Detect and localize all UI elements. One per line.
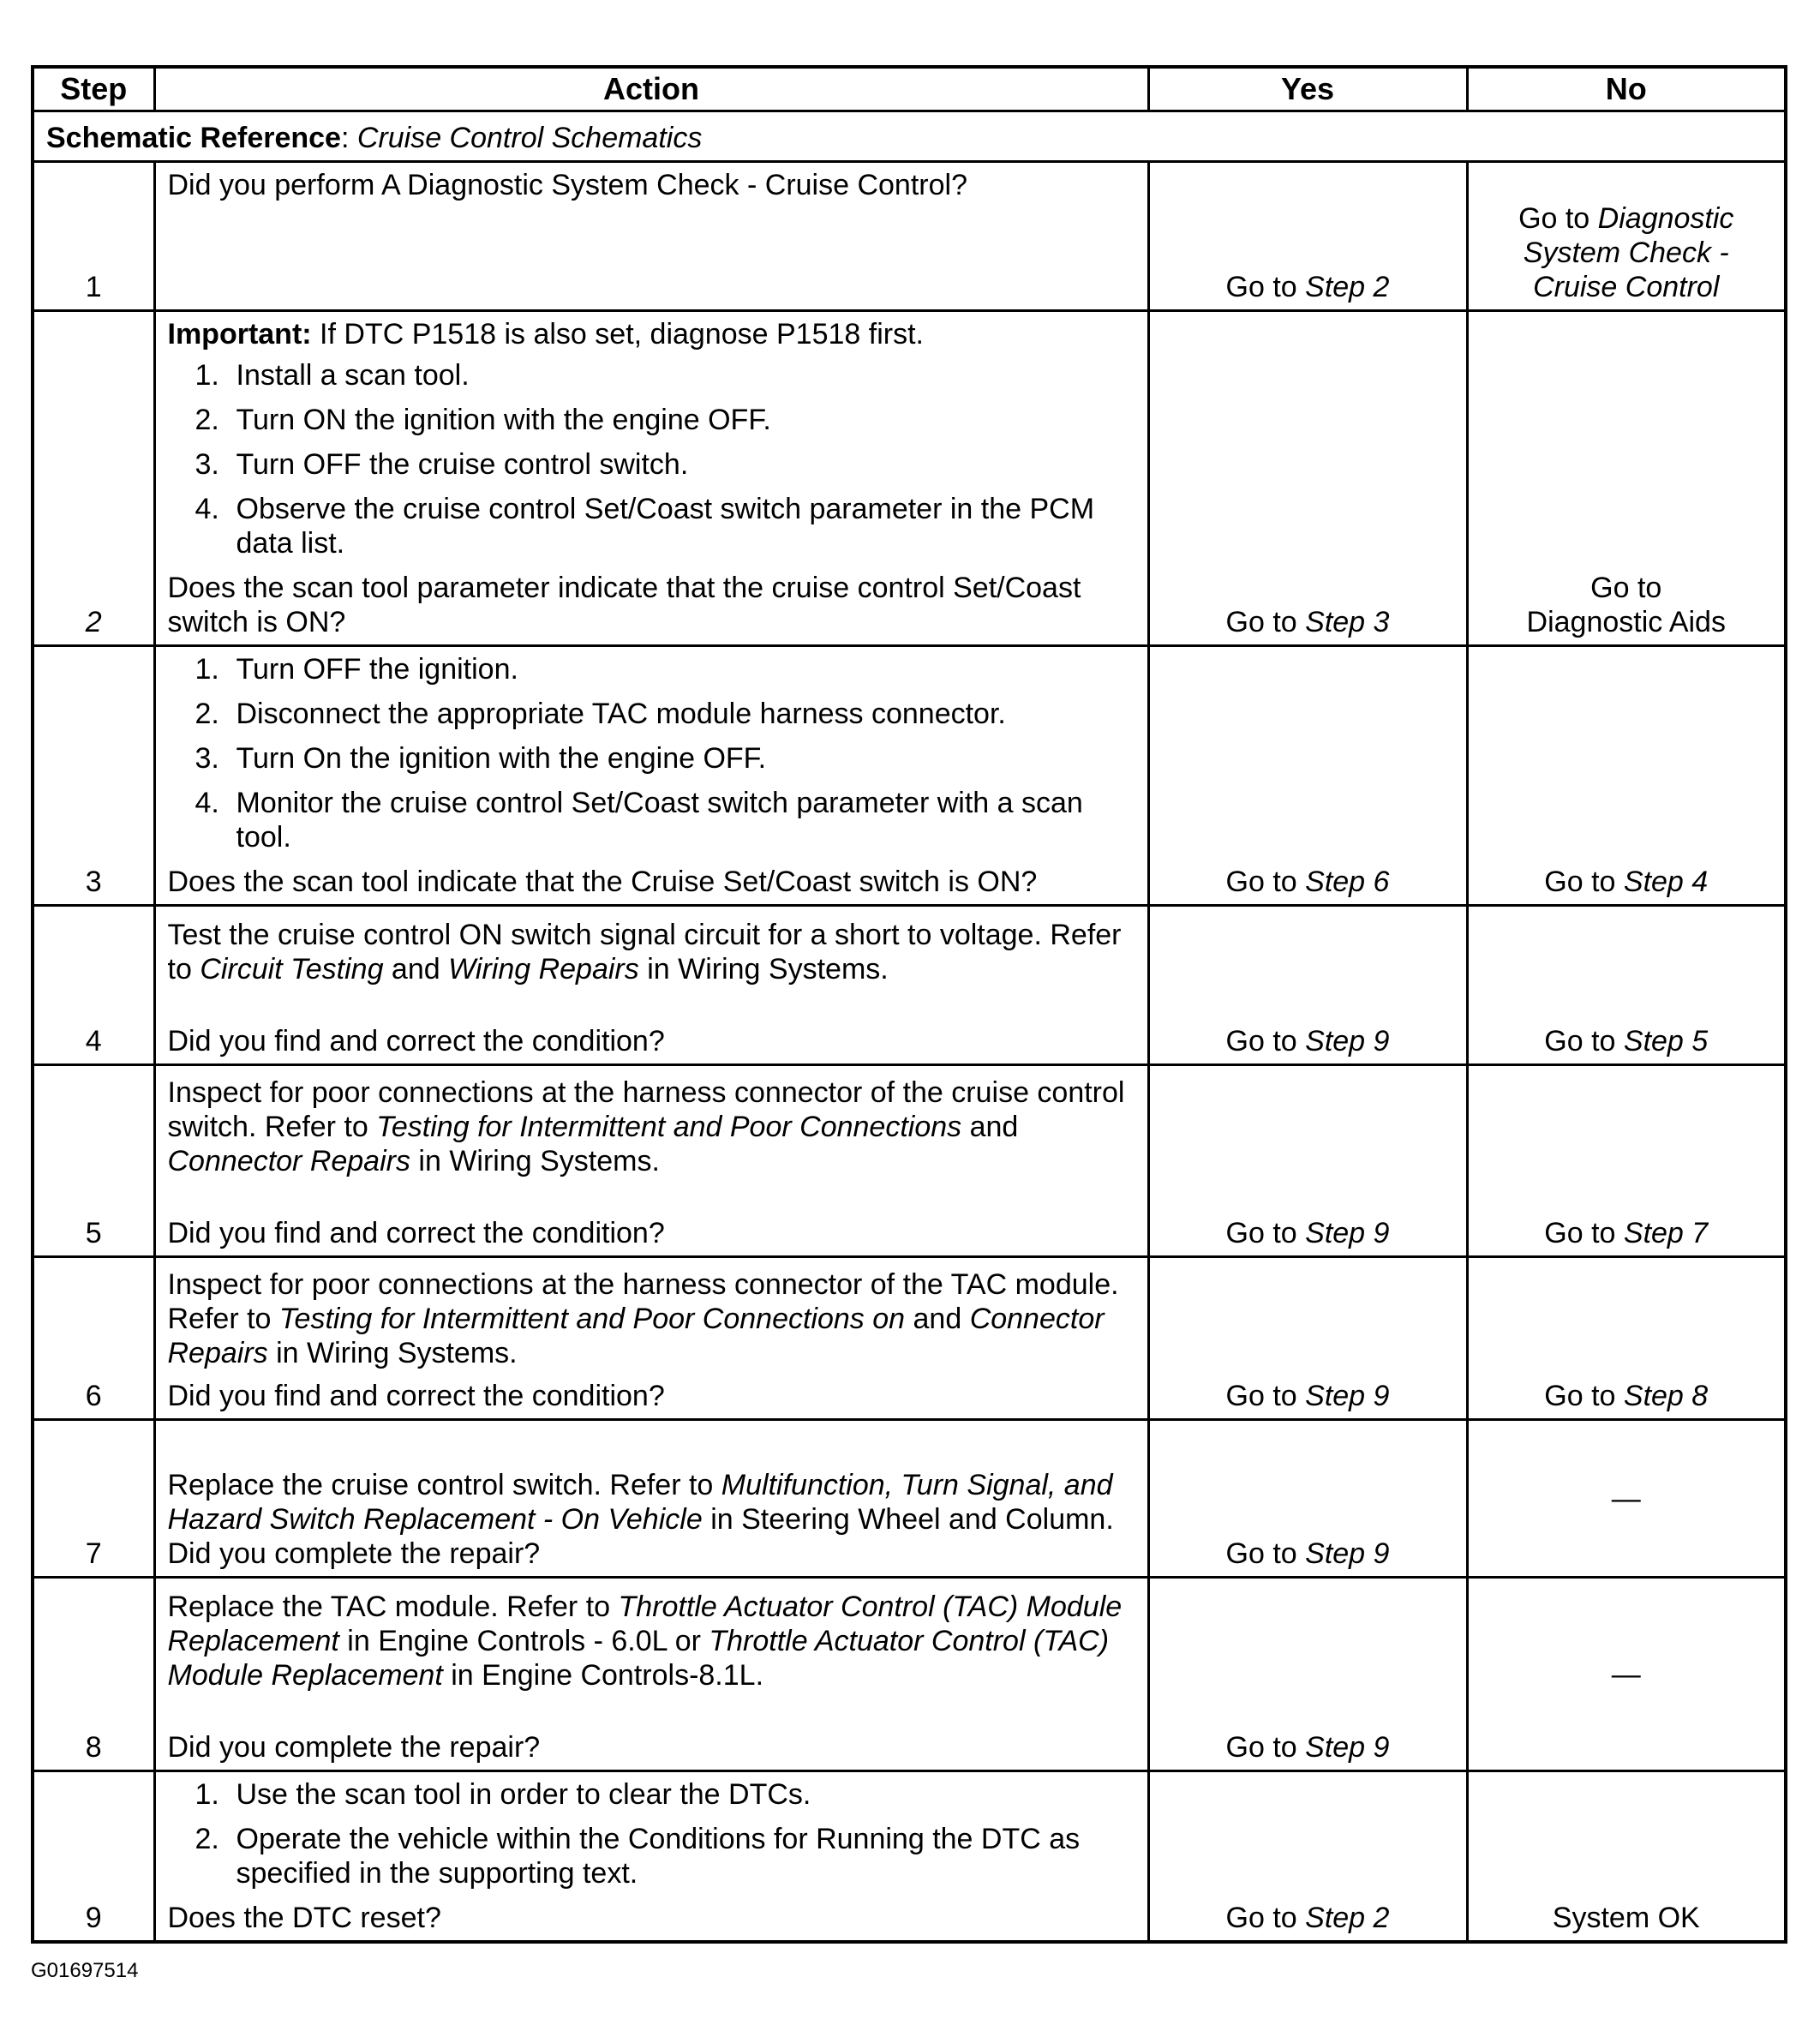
action-text: Replace the cruise control switch. Refer to Multifunction, Turn Signal, and Hazard Switch Replacement - On Vehicle in Steering Wheel and Column.	[167, 1469, 1114, 1536]
action-cell	[154, 162, 1148, 311]
table-row	[33, 1420, 1786, 1578]
schematic-reference	[33, 111, 1786, 162]
step-number: 2	[33, 311, 154, 646]
procedure-list	[168, 358, 1135, 560]
list-item: 2. Operate the vehicle within the Conditions for Running the DTC as specified in the supporting text.	[195, 1823, 1081, 1890]
no-cell: Go to Step 5	[1467, 906, 1786, 1065]
table-row	[33, 906, 1786, 1065]
yes-cell: Go to Step 6	[1148, 646, 1467, 906]
reference-link[interactable]: Circuit Testing	[200, 953, 384, 986]
no-cell: —	[1467, 1578, 1786, 1771]
no-step-link[interactable]: Diagnostic Aids	[1526, 606, 1726, 638]
no-step-link[interactable]: Diagnostic System Check - Cruise Control	[1523, 202, 1734, 303]
action-question: Did you complete the repair?	[167, 1537, 541, 1570]
no-cell: System OK	[1467, 1771, 1786, 1943]
yes-step-link[interactable]: Step 9	[1305, 1025, 1390, 1057]
list-item: 1. Install a scan tool.	[195, 359, 470, 392]
action-question: Did you perform A Diagnostic System Check - Cruise Control?	[167, 169, 967, 201]
yes-step-link[interactable]: Step 9	[1305, 1217, 1390, 1249]
reference-link[interactable]: Throttle Actuator Control (TAC) Module Replacement	[167, 1625, 1110, 1692]
step-number: 8	[33, 1578, 154, 1771]
schematic-sep: :	[340, 122, 357, 154]
header-no: No	[1467, 67, 1786, 111]
yes-step-link[interactable]: Step 9	[1305, 1537, 1390, 1570]
yes-cell: Go to Step 2	[1148, 1771, 1467, 1943]
reference-link[interactable]: Throttle Actuator Control (TAC) Module Replacement	[167, 1591, 1123, 1657]
action-text: Replace the TAC module. Refer to Throttle Actuator Control (TAC) Module Replacement in Engine Controls - 6.0L or Throttle Actuator Control (TAC) Module Replacement in Engine Controls-8.1L.	[167, 1591, 1123, 1692]
table-row	[33, 1257, 1786, 1420]
action-cell	[154, 311, 1148, 646]
table-row	[33, 1065, 1786, 1257]
step-number: 1	[33, 162, 154, 311]
reference-link[interactable]: Multifunction, Turn Signal, and Hazard Switch Replacement - On Vehicle	[167, 1469, 1113, 1536]
action-question: Did you find and correct the condition?	[167, 1025, 665, 1057]
action-cell	[154, 1578, 1148, 1771]
list-item: 2. Disconnect the appropriate TAC module harness connector.	[195, 698, 1006, 730]
action-question: Does the scan tool indicate that the Cruise Set/Coast switch is ON?	[167, 866, 1038, 898]
action-cell	[154, 906, 1148, 1065]
step-number: 5	[33, 1065, 154, 1257]
list-item: 3. Turn OFF the cruise control switch.	[195, 448, 689, 481]
action-question: Did you find and correct the condition?	[167, 1217, 665, 1249]
no-step-link[interactable]: Step 7	[1623, 1217, 1709, 1249]
no-cell: Go to Step 8	[1467, 1257, 1786, 1420]
action-cell	[154, 1771, 1148, 1943]
step-number: 9	[33, 1771, 154, 1943]
reference-link[interactable]: Testing for Intermittent and Poor Connections on	[278, 1303, 906, 1335]
header-yes: Yes	[1148, 67, 1467, 111]
no-step-link[interactable]: Step 4	[1623, 866, 1709, 898]
reference-link[interactable]: Testing for Intermittent and Poor Connections	[376, 1111, 962, 1143]
action-text: Inspect for poor connections at the harness connector of the TAC module. Refer to Testing for Intermittent and Poor Connections on and Connector Repairs in Wiring Systems.	[167, 1268, 1119, 1369]
no-cell: Go to Step 4	[1467, 646, 1786, 906]
step-number: 6	[33, 1257, 154, 1420]
table-row	[33, 1578, 1786, 1771]
yes-step-link[interactable]: Step 9	[1305, 1731, 1390, 1764]
header-action: Action	[154, 67, 1148, 111]
no-cell: —	[1467, 1420, 1786, 1578]
schematic-row	[33, 111, 1786, 162]
step-number: 3	[33, 646, 154, 906]
header-step: Step	[33, 67, 154, 111]
schematic-link[interactable]: Cruise Control Schematics	[356, 122, 703, 154]
yes-step-link[interactable]: Step 3	[1305, 606, 1390, 638]
action-question: Does the DTC reset?	[167, 1902, 441, 1934]
yes-cell: Go to Step 9	[1148, 1257, 1467, 1420]
step-number: 7	[33, 1420, 154, 1578]
no-cell: Go to Diagnostic Aids	[1467, 311, 1786, 646]
list-item: 1. Use the scan tool in order to clear the DTCs.	[195, 1778, 811, 1811]
yes-step-link[interactable]: Step 9	[1305, 1380, 1390, 1412]
action-question: Did you find and correct the condition?	[167, 1380, 665, 1412]
important-note: Important: If DTC P1518 is also set, diagnose P1518 first.	[167, 318, 924, 350]
action-question: Does the scan tool parameter indicate that the cruise control Set/Coast switch is ON?	[167, 572, 1081, 638]
list-item: 4. Observe the cruise control Set/Coast switch parameter in the PCM data list.	[195, 493, 1095, 560]
procedure-list	[168, 652, 1135, 854]
reference-link[interactable]: Wiring Repairs	[448, 953, 639, 986]
yes-cell: Go to Step 9	[1148, 906, 1467, 1065]
schematic-label: Schematic Reference	[46, 122, 341, 154]
figure-id: G01697514	[31, 1959, 139, 1982]
action-cell	[154, 646, 1148, 906]
yes-step-link[interactable]: Step 2	[1305, 1902, 1390, 1934]
list-item: 2. Turn ON the ignition with the engine OFF.	[195, 404, 771, 436]
no-cell: Go to Step 7	[1467, 1065, 1786, 1257]
reference-link[interactable]: Connector Repairs	[167, 1145, 410, 1177]
table-row	[33, 1771, 1786, 1943]
step-number: 4	[33, 906, 154, 1065]
procedure-list	[168, 1777, 1135, 1890]
header-row	[33, 67, 1786, 111]
yes-cell: Go to Step 9	[1148, 1420, 1467, 1578]
action-text: Inspect for poor connections at the harness connector of the cruise control switch. Refer to Testing for Intermittent and Poor Connections and Connector Repairs in Wiring Systems.	[167, 1076, 1125, 1177]
action-text: Test the cruise control ON switch signal circuit for a short to voltage. Refer to Circuit Testing and Wiring Repairs in Wiring Systems.	[167, 919, 1122, 986]
list-item: 1. Turn OFF the ignition.	[195, 653, 518, 686]
no-cell: Go to Diagnostic System Check - Cruise Control	[1467, 162, 1786, 311]
no-step-link[interactable]: Step 5	[1623, 1025, 1709, 1057]
no-step-link[interactable]: Step 8	[1623, 1380, 1709, 1412]
yes-step-link[interactable]: Step 2	[1305, 271, 1390, 303]
diagnostic-document	[31, 65, 1784, 1944]
reference-link[interactable]: Connector Repairs	[167, 1303, 1105, 1369]
table-row	[33, 646, 1786, 906]
yes-cell: Go to Step 9	[1148, 1065, 1467, 1257]
list-item: 3. Turn On the ignition with the engine OFF.	[195, 742, 767, 775]
action-cell	[154, 1420, 1148, 1578]
yes-cell: Go to Step 2	[1148, 162, 1467, 311]
diagnostic-table	[31, 65, 1787, 1944]
yes-cell: Go to Step 9	[1148, 1578, 1467, 1771]
action-cell	[154, 1257, 1148, 1420]
table-row	[33, 311, 1786, 646]
yes-step-link[interactable]: Step 6	[1305, 866, 1390, 898]
action-question: Did you complete the repair?	[167, 1731, 541, 1764]
yes-cell: Go to Step 3	[1148, 311, 1467, 646]
action-cell	[154, 1065, 1148, 1257]
list-item: 4. Monitor the cruise control Set/Coast switch parameter with a scan tool.	[195, 787, 1083, 854]
table-row	[33, 162, 1786, 311]
